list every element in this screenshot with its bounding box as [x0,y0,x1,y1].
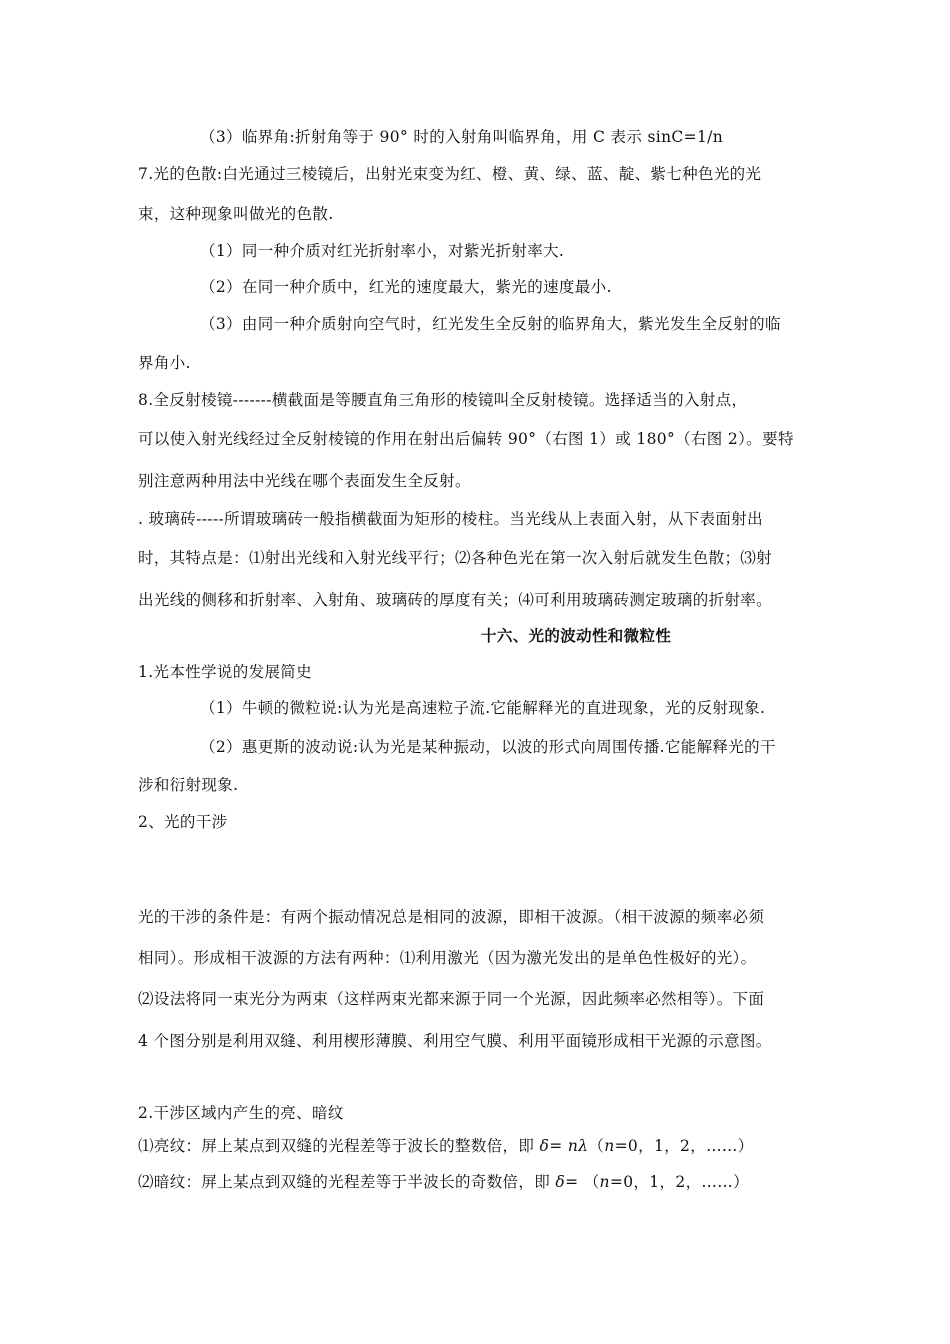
text-line: . 玻璃砖-----所谓玻璃砖一般指横截面为矩形的棱柱。当光线从上表面入射，从下表面射出 [138,510,763,528]
n-symbol: n [599,1173,610,1191]
text-line: 1.光本性学说的发展简史 [138,663,312,681]
text-line: 2、光的干涉 [138,813,228,831]
text-line: （2）在同一种介质中，红光的速度最大，紫光的速度最小. [200,278,612,296]
delta-symbol: δ [555,1173,566,1191]
formula-text: = [549,1137,568,1155]
formula-text: = （ [565,1173,600,1191]
text-line: 界角小. [138,354,191,372]
text-line: （1）牛顿的微粒说:认为光是高速粒子流.它能解释光的直进现象，光的反射现象. [200,699,766,717]
text-line: 7.光的色散:白光通过三棱镜后，出射光束变为红、橙、黄、绿、蓝、靛、紫七种色光的光 [138,165,762,183]
text-line: （3）临界角:折射角等于 90° 时的入射角叫临界角，用 C 表示 sinC=1/n [200,128,724,146]
text-line: 相同）。形成相干波源的方法有两种：⑴利用激光（因为激光发出的是单色性极好的光）。 [138,949,757,967]
formula-text: （ [588,1137,605,1155]
text-line: 出光线的侧移和折射率、入射角、玻璃砖的厚度有关；⑷可利用玻璃砖测定玻璃的折射率。 [138,591,773,609]
text-line: 涉和衍射现象. [138,776,239,794]
text-line: 2.干涉区域内产生的亮、暗纹 [138,1104,344,1122]
delta-symbol: δ [539,1137,550,1155]
bright-fringe-formula [138,1136,754,1156]
n-lambda-symbol: nλ [567,1137,589,1155]
text-line: 束，这种现象叫做光的色散. [138,205,334,223]
text-line: 时，其特点是：⑴射出光线和入射光线平行；⑵各种色光在第一次入射后就发生色散；⑶射 [138,549,773,567]
formula-text: =0，1，2，……） [614,1137,754,1155]
formula-text: ⑴亮纹：屏上某点到双缝的光程差等于波长的整数倍，即 [138,1137,540,1155]
text-line: 光的干涉的条件是：有两个振动情况总是相同的波源，即相干波源。（相干波源的频率必须 [138,908,765,926]
section-heading: 十六、光的波动性和微粒性 [481,626,672,645]
formula-text: ⑵暗纹：屏上某点到双缝的光程差等于半波长的奇数倍，即 [138,1173,556,1191]
formula-text: =0，1，2，……） [609,1173,749,1191]
text-line: ⑵设法将同一束光分为两束（这样两束光都来源于同一个光源，因此频率必然相等）。下面 [138,990,765,1008]
dark-fringe-formula [138,1172,749,1192]
text-line: （1）同一种介质对红光折射率小，对紫光折射率大. [200,242,565,260]
text-line: （2）惠更斯的波动说:认为光是某种振动，以波的形式向周围传播.它能解释光的干 [200,738,776,756]
text-line: 4 个图分别是利用双缝、利用楔形薄膜、利用空气膜、利用平面镜形成相干光源的示意图。 [138,1032,772,1050]
n-symbol: n [604,1137,615,1155]
text-line: 8.全反射棱镜-------横截面是等腰直角三角形的棱镜叫全反射棱镜。选择适当的入射点， [138,391,748,409]
text-line: 别注意两种用法中光线在哪个表面发生全反射。 [138,472,471,490]
text-line: 可以使入射光线经过全反射棱镜的作用在射出后偏转 90°（右图 1）或 180°（右图 2）。要特 [138,430,794,448]
text-line: （3）由同一种介质射向空气时，红光发生全反射的临界角大，紫光发生全反射的临 [200,315,781,333]
